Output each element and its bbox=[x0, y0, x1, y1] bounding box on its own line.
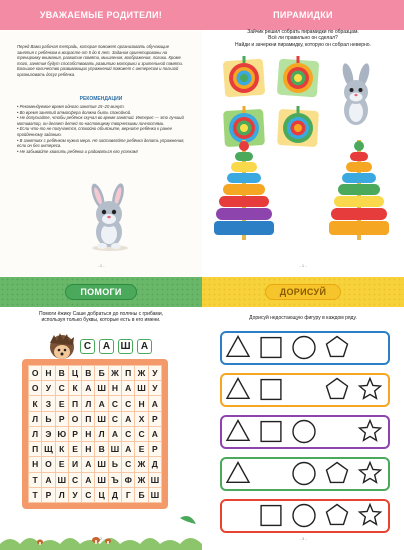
maze-letter-cell: П bbox=[122, 366, 135, 381]
sample-pyramid-cards bbox=[222, 52, 332, 152]
letter-maze-table bbox=[28, 365, 162, 503]
pyramid-toy bbox=[214, 140, 274, 240]
page-title: УВАЖАЕМЫЕ РОДИТЕЛИ! bbox=[39, 10, 163, 20]
maze-letter-cell: Ш bbox=[95, 411, 108, 426]
circle-shape bbox=[293, 505, 315, 527]
maze-letter-cell: П bbox=[68, 396, 81, 411]
maze-letter-cell: У bbox=[68, 487, 81, 502]
maze-letter-cell: Ф bbox=[122, 472, 135, 487]
maze-row bbox=[29, 411, 162, 426]
maze-letter-cell: П bbox=[29, 442, 42, 457]
maze-letter-cell: Ж bbox=[135, 457, 148, 472]
recommendation-item: • Во время занятий атмосфера должна быть спокойной. bbox=[17, 109, 132, 115]
page-number: - 3 - bbox=[299, 536, 307, 541]
maze-letter-cell: Л bbox=[55, 487, 68, 502]
maze-letter-cell: Б bbox=[95, 366, 108, 381]
page-number: - 1 - bbox=[299, 263, 307, 268]
maze-letter-cell: Е bbox=[135, 442, 148, 457]
sample-card bbox=[223, 56, 265, 97]
maze-letter-cell: Ь bbox=[42, 411, 55, 426]
recommendation-item: • Если что-то не получается, спокойно объясните, верните ребёнка к ранее пройденному заданию. bbox=[17, 126, 172, 137]
page-title: ДОРИСУЙ bbox=[202, 277, 404, 307]
maze-letter-cell: Ш bbox=[135, 381, 148, 396]
maze-letter-cell: Р bbox=[68, 426, 81, 441]
maze-letter-cell: Л bbox=[29, 426, 42, 441]
maze-letter-cell: П bbox=[82, 411, 95, 426]
pentagon-shape bbox=[327, 505, 348, 525]
maze-letter-cell: В bbox=[55, 366, 68, 381]
maze-letter-cell: Ш bbox=[108, 442, 121, 457]
page-draw bbox=[202, 277, 404, 550]
maze-letter-cell: У bbox=[148, 366, 161, 381]
square-shape bbox=[261, 506, 281, 526]
maze-letter-cell: Ш bbox=[95, 457, 108, 472]
maze-letter-cell: А bbox=[122, 442, 135, 457]
maze-row bbox=[29, 426, 162, 441]
maze-letter-cell: С bbox=[122, 457, 135, 472]
maze-letter-cell: Н bbox=[29, 457, 42, 472]
name-letter-cell: А bbox=[99, 339, 114, 354]
shape-row bbox=[220, 331, 390, 365]
bunny-illustration bbox=[332, 62, 382, 128]
maze-letter-cell: Ь bbox=[108, 457, 121, 472]
maze-letter-cell: С bbox=[55, 381, 68, 396]
page-number: - 2 - bbox=[97, 536, 105, 541]
maze-letter-cell: С bbox=[122, 396, 135, 411]
page-number: - 1 - bbox=[97, 263, 105, 268]
maze-letter-cell: С bbox=[82, 487, 95, 502]
pentagon-shape bbox=[327, 463, 348, 483]
maze-letter-cell: Л bbox=[29, 411, 42, 426]
name-letter-cell: А bbox=[137, 339, 152, 354]
maze-letter-cell: Ж bbox=[135, 472, 148, 487]
pentagon-shape bbox=[327, 337, 348, 357]
recommendation-item: • Рекомендуемое время одного занятия 15–20 минут. bbox=[17, 104, 125, 109]
maze-letter-cell: О bbox=[29, 366, 42, 381]
triangle-shape bbox=[227, 463, 249, 483]
maze-letter-cell: С bbox=[122, 426, 135, 441]
maze-letter-cell: С bbox=[108, 411, 121, 426]
maze-letter-cell: Д bbox=[108, 487, 121, 502]
star-shape bbox=[360, 505, 381, 525]
maze-letter-cell: Н bbox=[135, 396, 148, 411]
maze-letter-cell: Ц bbox=[68, 366, 81, 381]
circle-shape bbox=[293, 463, 315, 485]
maze-letter-cell: Р bbox=[55, 411, 68, 426]
maze-letter-cell: С bbox=[108, 396, 121, 411]
page-pyramids bbox=[202, 0, 404, 277]
maze-letter-cell: Т bbox=[29, 472, 42, 487]
maze-letter-cell: Е bbox=[68, 442, 81, 457]
maze-letter-cell: Л bbox=[82, 396, 95, 411]
square-shape bbox=[261, 338, 281, 358]
maze-letter-cell: А bbox=[82, 472, 95, 487]
recommendation-item: • Не забывайте хвалить ребёнка и радоваться его успехам! bbox=[17, 148, 138, 154]
maze-letter-cell: Н bbox=[82, 442, 95, 457]
maze-letter-cell: О bbox=[68, 411, 81, 426]
maze-letter-cell: Щ bbox=[42, 442, 55, 457]
name-letter-cell: Ш bbox=[118, 339, 133, 354]
maze-letter-cell: З bbox=[42, 396, 55, 411]
maze-letter-cell: О bbox=[42, 457, 55, 472]
maze-letter-cell: Э bbox=[42, 426, 55, 441]
page-title: ПОМОГИ bbox=[0, 277, 202, 307]
maze-letter-cell: А bbox=[148, 426, 161, 441]
maze-row bbox=[29, 396, 162, 411]
maze-letter-cell: Ш bbox=[148, 487, 161, 502]
maze-letter-cell: Ш bbox=[55, 472, 68, 487]
grass-decoration bbox=[0, 514, 202, 550]
shape-row bbox=[220, 373, 390, 407]
pyramid-toy bbox=[329, 140, 389, 240]
bunny-illustration bbox=[80, 182, 140, 252]
star-shape bbox=[360, 379, 381, 399]
maze-letter-cell: И bbox=[68, 457, 81, 472]
task-instruction: Дорисуй недостающую фигуру в каждом ряду. bbox=[249, 315, 357, 321]
maze-letter-cell: Б bbox=[135, 487, 148, 502]
maze-letter-cell: К bbox=[29, 396, 42, 411]
name-letter-cell: С bbox=[80, 339, 95, 354]
maze-letter-cell: С bbox=[135, 426, 148, 441]
maze-letter-cell: Н bbox=[108, 381, 121, 396]
maze-letter-cell: А bbox=[95, 396, 108, 411]
maze-letter-cell: Ш bbox=[95, 381, 108, 396]
recommendations-heading: РЕКОМЕНДАЦИИ bbox=[79, 96, 123, 102]
sample-card bbox=[277, 56, 319, 97]
triangle-shape bbox=[227, 337, 249, 357]
square-shape bbox=[261, 380, 281, 400]
maze-letter-cell: Ш bbox=[95, 472, 108, 487]
maze-letter-cell: Н bbox=[82, 426, 95, 441]
maze-row bbox=[29, 442, 162, 457]
maze-letter-cell: Г bbox=[122, 487, 135, 502]
triangle-shape bbox=[227, 421, 249, 441]
task-instruction: Зайчик решил собрать пирамидки по образцам. Всё ли правильно он сделал? Найди и зачеркни пирамидку, которую он собрал неверно. bbox=[235, 29, 371, 48]
maze-letter-cell: Д bbox=[148, 457, 161, 472]
maze-letter-cell: У bbox=[148, 381, 161, 396]
pentagon-shape bbox=[327, 379, 348, 399]
maze-letter-cell: О bbox=[29, 381, 42, 396]
maze-letter-cell: А bbox=[148, 396, 161, 411]
circle-shape bbox=[293, 421, 315, 443]
shape-row bbox=[220, 499, 390, 533]
hedgehog-illustration bbox=[48, 331, 76, 361]
maze-row bbox=[29, 366, 162, 381]
maze-letter-cell: К bbox=[55, 442, 68, 457]
maze-letter-cell: В bbox=[95, 442, 108, 457]
maze-letter-cell: А bbox=[122, 411, 135, 426]
maze-letter-cell: У bbox=[42, 381, 55, 396]
maze-letter-cell: Р bbox=[42, 487, 55, 502]
maze-letter-cell: Ж bbox=[135, 366, 148, 381]
star-shape bbox=[360, 463, 381, 483]
maze-letter-cell: Н bbox=[42, 366, 55, 381]
page-parents bbox=[0, 0, 202, 277]
maze-row bbox=[29, 487, 162, 502]
maze-letter-cell: Ж bbox=[108, 366, 121, 381]
maze-letter-cell: Ъ bbox=[108, 472, 121, 487]
maze-letter-cell: Ю bbox=[55, 426, 68, 441]
maze-letter-cell: Ц bbox=[95, 487, 108, 502]
maze-letter-cell: А bbox=[122, 381, 135, 396]
star-shape bbox=[360, 421, 381, 441]
maze-letter-cell: Т bbox=[29, 487, 42, 502]
stacked-pyramids bbox=[214, 140, 394, 250]
task-instruction: Помоги ёжику Саше добраться до поляны с грибами, используя только буквы, которые есть в его имени. bbox=[38, 311, 164, 324]
maze-row bbox=[29, 457, 162, 472]
maze-letter-cell: Л bbox=[95, 426, 108, 441]
maze-letter-cell: А bbox=[82, 381, 95, 396]
maze-letter-cell: А bbox=[108, 426, 121, 441]
maze-letter-cell: Е bbox=[55, 457, 68, 472]
maze-letter-cell: В bbox=[82, 366, 95, 381]
maze-letter-cell: С bbox=[68, 472, 81, 487]
maze-letter-cell: К bbox=[68, 381, 81, 396]
recommendation-item: • Не допускайте, чтобы ребёнок скучал во время занятий. Интерес — это лучший мотиватор, он делает детей по-настоящему творческими личностями. bbox=[17, 115, 184, 126]
triangle-shape bbox=[227, 379, 249, 399]
maze-letter-cell: А bbox=[42, 472, 55, 487]
maze-letter-cell: Р bbox=[148, 411, 161, 426]
maze-letter-cell: Х bbox=[135, 411, 148, 426]
maze-letter-cell: Ш bbox=[148, 472, 161, 487]
page-help bbox=[0, 277, 202, 550]
letter-maze-grid bbox=[22, 359, 168, 509]
square-shape bbox=[261, 422, 281, 442]
maze-row bbox=[29, 381, 162, 396]
shape-row bbox=[220, 415, 390, 449]
circle-shape bbox=[293, 337, 315, 359]
intro-paragraph: Перед Вами рабочая тетрадь, которая поможет организовать обучающие занятия с ребёнком в возрасте от 5 до 6 лет. Задания ориентированы на тренировку внимания, развитие памяти, мышления, воображения, логики. Кроме того, занятия будут способствовать развитию моторики и зрительной памяти. Большое количество развивающих упражнений поможет с интересом и пользой организовать досуг ребёнка. bbox=[17, 44, 184, 77]
recommendation-item: • В занятиях с ребёнком нужна мера. Не заставляйте ребёнка делать упражнения, если он без интереса. bbox=[17, 137, 185, 149]
shape-row bbox=[220, 457, 390, 491]
recommendations-list bbox=[17, 104, 187, 154]
maze-letter-cell: Р bbox=[148, 442, 161, 457]
maze-letter-cell: Е bbox=[55, 396, 68, 411]
page-title: ПИРАМИДКИ bbox=[273, 10, 333, 20]
maze-letter-cell: А bbox=[82, 457, 95, 472]
maze-row bbox=[29, 472, 162, 487]
